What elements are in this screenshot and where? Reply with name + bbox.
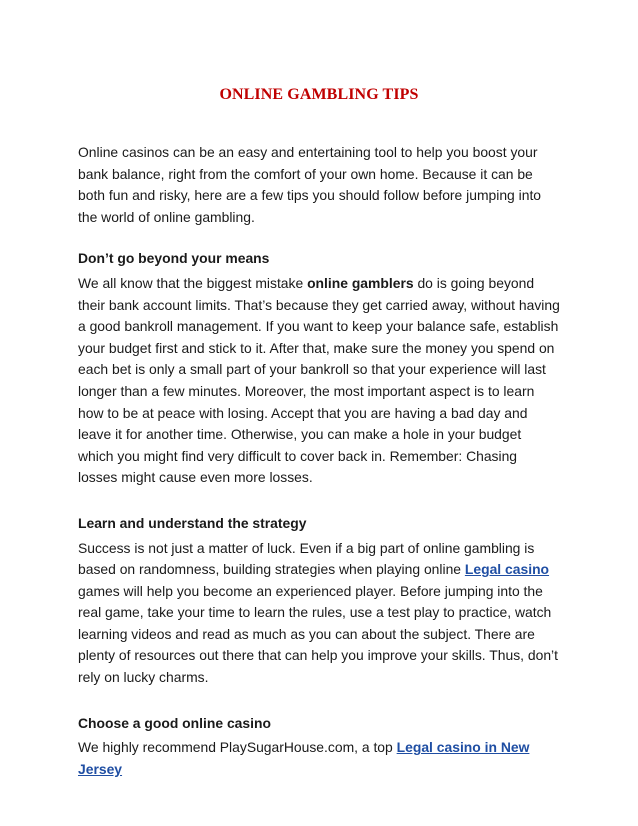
body-text: We all know that the biggest mistake	[78, 274, 308, 291]
body-text: Success is not just a matter of luck. Even if a big part of online gambling is based on randomness, building strategies when playing online	[78, 539, 535, 578]
legal-casino-new-jersey-link[interactable]: Legal casino in New Jersey	[78, 739, 530, 777]
bold-term-online-gamblers: online gamblers	[307, 274, 414, 291]
section-strategy	[78, 513, 560, 689]
body-text: We highly recommend PlaySugarHouse.com, a top	[78, 739, 397, 756]
section-choose-casino	[78, 713, 560, 781]
section-heading-choose-casino: Choose a good online casino	[78, 714, 271, 731]
section-heading-strategy: Learn and understand the strategy	[78, 514, 307, 531]
section-body-means	[78, 273, 560, 489]
section-body-strategy	[78, 538, 560, 689]
section-body-choose-casino	[78, 737, 560, 780]
document-title: ONLINE GAMBLING TIPS	[219, 86, 419, 103]
section-heading-means: Don’t go beyond your means	[78, 250, 270, 267]
section-means	[78, 248, 560, 489]
body-text: do is going beyond their bank account limits. That’s because they get carried away, without having a good bankroll management. If you want to keep your balance safe, establish your budget first and stick to it. After that, make sure the money you spend on each bet is only a small part of your bankroll so that your experience will last longer than a few minutes. Moreover, the most important aspect is to learn how to be at peace with losing. Accept that you are having a bad day and leave it for another time. Otherwise, you can make a hole in your budget which you might find very difficult to cover back in. Remember: Chasing losses might cause even more losses.	[78, 274, 560, 486]
intro-paragraph: Online casinos can be an easy and entertaining tool to help you boost your bank balance, right from the comfort of your own home. Because it can be both fun and risky, here are a few tips you should follow before jumping into the world of online gambling.	[78, 144, 542, 225]
legal-casino-link[interactable]: Legal casino	[464, 561, 550, 578]
body-text: games will help you become an experienced player. Before jumping into the real game, take your time to learn the rules, use a test play to practice, watch learning videos and read as much as you can about the subject. There are plenty of resources out there that can help you improve your skills. Thus, don’t rely on lucky charms.	[78, 582, 558, 686]
